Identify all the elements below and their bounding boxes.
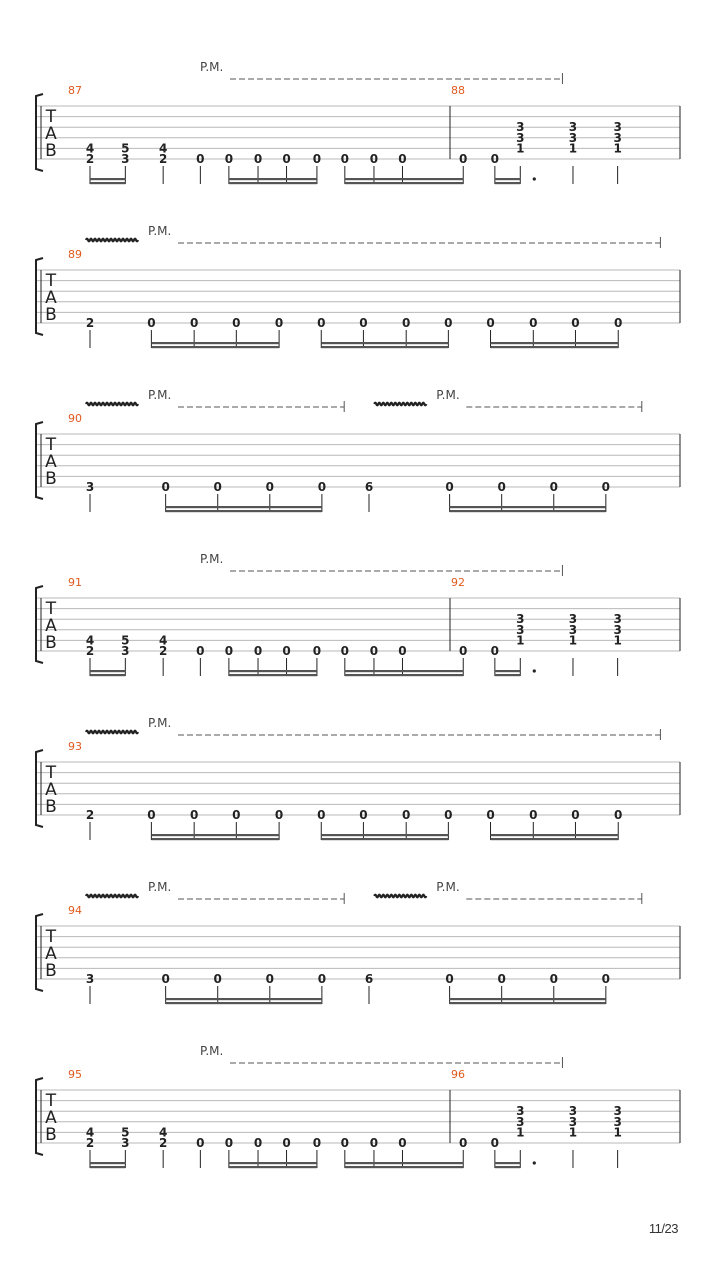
tab-system (36, 224, 680, 348)
palm-mute-label: P.M. (148, 716, 172, 730)
fret-number: 3 (85, 480, 95, 494)
beam (151, 342, 279, 344)
fret-number: 3 (613, 1104, 622, 1119)
fret-number: 2 (158, 644, 168, 658)
beam (495, 674, 520, 676)
beam (450, 998, 606, 1000)
fret-number: 0 (317, 480, 327, 494)
fret-number: 0 (529, 316, 538, 330)
fret-number: 0 (340, 1136, 349, 1150)
fret-number: 0 (253, 1136, 263, 1150)
beam (491, 834, 619, 836)
beam (495, 670, 520, 672)
beam (321, 346, 448, 348)
fret-number: 0 (490, 152, 500, 166)
beam (229, 1166, 317, 1168)
fret-number: 1 (568, 141, 578, 156)
fret-number: 3 (121, 644, 130, 658)
tab-clef-letter: T (45, 107, 57, 127)
dot (533, 669, 536, 672)
fret-number: 0 (529, 808, 538, 822)
tab-clef-letter: B (45, 797, 57, 817)
fret-number: 0 (312, 1136, 322, 1150)
tab-clef-letter: B (45, 305, 57, 325)
fret-number: 2 (158, 152, 168, 166)
fret-number: 3 (516, 622, 525, 637)
fret-number: 0 (459, 1136, 468, 1150)
fret-number: 3 (568, 622, 578, 637)
fret-number: 0 (196, 152, 205, 166)
fret-number: 0 (213, 972, 222, 986)
tab-system (36, 552, 680, 676)
fret-number: 0 (224, 644, 234, 658)
beam (345, 182, 463, 184)
fret-number: 6 (364, 972, 374, 986)
tab-clef-letter: B (45, 1125, 57, 1145)
fret-number: 0 (317, 316, 326, 330)
tab-clef-letter: T (45, 763, 57, 783)
beam (345, 1166, 463, 1168)
beam (229, 674, 317, 676)
fret-number: 0 (312, 644, 322, 658)
dot (533, 177, 536, 180)
fret-number: 0 (445, 972, 454, 986)
fret-number: 5 (121, 633, 130, 648)
palm-mute-label: P.M. (200, 60, 224, 74)
tab-system (36, 1044, 680, 1168)
fret-number: 0 (161, 480, 170, 494)
measure-number: 88 (451, 84, 465, 97)
fret-number: 0 (402, 808, 411, 822)
fret-number: 0 (232, 316, 241, 330)
beam (90, 178, 125, 180)
fret-number: 4 (158, 633, 168, 648)
fret-number: 0 (398, 644, 407, 658)
fret-number: 0 (274, 808, 284, 822)
fret-number: 0 (459, 152, 468, 166)
fret-number: 3 (568, 1104, 578, 1119)
fret-number: 0 (340, 644, 349, 658)
palm-mute-label: P.M. (148, 224, 172, 238)
tab-clef-letter: B (45, 961, 57, 981)
vibrato-mark (86, 895, 138, 898)
tab-system (36, 880, 680, 1004)
fret-number: 2 (85, 644, 95, 658)
fret-number: 0 (571, 316, 580, 330)
beam (495, 1166, 520, 1168)
fret-number: 4 (85, 1125, 95, 1140)
fret-number: 0 (340, 152, 349, 166)
tab-clef-letter: A (45, 780, 57, 800)
beam (90, 1166, 125, 1168)
tab-clef-letter: A (45, 616, 57, 636)
fret-number: 1 (613, 1125, 622, 1140)
beam (450, 1002, 606, 1004)
palm-mute-label: P.M. (200, 552, 224, 566)
fret-number: 1 (516, 141, 525, 156)
tab-clef-letter: A (45, 944, 57, 964)
beam (491, 346, 619, 348)
fret-number: 0 (445, 480, 454, 494)
fret-number: 0 (549, 972, 558, 986)
fret-number: 0 (369, 152, 379, 166)
fret-number: 1 (568, 1125, 578, 1140)
fret-number: 0 (282, 1136, 291, 1150)
tab-clef-letter: A (45, 124, 57, 144)
measure-number: 95 (68, 1068, 82, 1081)
fret-number: 2 (85, 1136, 95, 1150)
fret-number: 0 (196, 1136, 205, 1150)
fret-number: 2 (85, 152, 95, 166)
fret-number: 0 (490, 1136, 500, 1150)
fret-number: 1 (613, 141, 622, 156)
tab-clef-letter: B (45, 633, 57, 653)
tab-clef-letter: B (45, 141, 57, 161)
fret-number: 0 (232, 808, 241, 822)
beam (345, 674, 463, 676)
fret-number: 0 (486, 316, 495, 330)
tab-clef-letter: T (45, 271, 57, 291)
beam (491, 838, 619, 840)
beam (166, 1002, 322, 1004)
fret-number: 4 (158, 1125, 168, 1140)
dot (533, 1161, 536, 1164)
fret-number: 0 (459, 644, 468, 658)
fret-number: 4 (158, 141, 168, 156)
fret-number: 1 (613, 633, 622, 648)
fret-number: 0 (196, 644, 205, 658)
beam (495, 182, 520, 184)
fret-number: 6 (364, 480, 374, 494)
fret-number: 0 (274, 316, 284, 330)
fret-number: 0 (253, 152, 263, 166)
beam (90, 1162, 125, 1164)
fret-number: 0 (601, 972, 611, 986)
vibrato-mark (86, 731, 138, 734)
fret-number: 1 (516, 633, 525, 648)
fret-number: 0 (497, 972, 506, 986)
fret-number: 0 (369, 644, 379, 658)
fret-number: 3 (613, 130, 622, 145)
vibrato-mark (86, 239, 138, 242)
fret-number: 0 (224, 152, 234, 166)
tab-system (36, 716, 680, 840)
fret-number: 3 (568, 120, 578, 135)
measure-number: 91 (68, 576, 82, 589)
beam (491, 342, 619, 344)
fret-number: 0 (265, 972, 274, 986)
beam (166, 998, 322, 1000)
palm-mute-label: P.M. (148, 388, 172, 402)
fret-number: 0 (486, 808, 495, 822)
beam (90, 674, 125, 676)
fret-number: 0 (147, 316, 156, 330)
tab-clef-letter: B (45, 469, 57, 489)
measure-number: 94 (68, 904, 82, 917)
tab-clef-letter: T (45, 435, 57, 455)
fret-number: 3 (613, 1114, 622, 1129)
fret-number: 0 (253, 644, 263, 658)
tab-clef-letter: T (45, 599, 57, 619)
fret-number: 3 (516, 612, 525, 627)
beam (151, 838, 279, 840)
fret-number: 0 (312, 152, 322, 166)
beam (166, 510, 322, 512)
fret-number: 0 (402, 316, 411, 330)
beam (321, 838, 448, 840)
beam (229, 178, 317, 180)
fret-number: 3 (613, 622, 622, 637)
fret-number: 3 (85, 972, 95, 986)
measure-number: 90 (68, 412, 82, 425)
fret-number: 4 (85, 141, 95, 156)
fret-number: 0 (189, 808, 199, 822)
beam (321, 834, 448, 836)
beam (450, 510, 606, 512)
beam (90, 182, 125, 184)
fret-number: 0 (359, 808, 368, 822)
beam (166, 506, 322, 508)
beam (345, 178, 463, 180)
fret-number: 2 (85, 316, 95, 330)
page-number: 11/23 (648, 1221, 678, 1236)
fret-number: 3 (121, 1136, 130, 1150)
fret-number: 3 (516, 1114, 525, 1129)
fret-number: 0 (282, 152, 291, 166)
fret-number: 2 (158, 1136, 168, 1150)
measure-number: 89 (68, 248, 82, 261)
fret-number: 5 (121, 1125, 130, 1140)
fret-number: 0 (224, 1136, 234, 1150)
fret-number: 3 (568, 612, 578, 627)
fret-number: 0 (265, 480, 274, 494)
fret-number: 0 (359, 316, 368, 330)
beam (229, 182, 317, 184)
fret-number: 0 (398, 1136, 407, 1150)
fret-number: 0 (317, 808, 326, 822)
palm-mute-label: P.M. (436, 880, 460, 894)
fret-number: 3 (121, 152, 130, 166)
fret-number: 0 (213, 480, 222, 494)
fret-number: 2 (85, 808, 95, 822)
tab-system (36, 60, 680, 184)
beam (495, 178, 520, 180)
fret-number: 1 (568, 633, 578, 648)
beam (345, 1162, 463, 1164)
beam (229, 1162, 317, 1164)
fret-number: 4 (85, 633, 95, 648)
vibrato-mark (374, 403, 426, 406)
fret-number: 0 (369, 1136, 379, 1150)
tab-clef-letter: T (45, 927, 57, 947)
tab-clef-letter: A (45, 288, 57, 308)
fret-number: 0 (601, 480, 611, 494)
palm-mute-label: P.M. (436, 388, 460, 402)
tab-clef-letter: A (45, 452, 57, 472)
beam (450, 506, 606, 508)
tab-system (36, 388, 680, 512)
fret-number: 0 (497, 480, 506, 494)
palm-mute-label: P.M. (148, 880, 172, 894)
beam (151, 346, 279, 348)
fret-number: 3 (516, 130, 525, 145)
fret-number: 3 (516, 1104, 525, 1119)
measure-number: 93 (68, 740, 82, 753)
fret-number: 0 (147, 808, 156, 822)
fret-number: 0 (614, 808, 623, 822)
fret-number: 0 (444, 808, 453, 822)
vibrato-mark (374, 895, 426, 898)
fret-number: 0 (161, 972, 170, 986)
measure-number: 87 (68, 84, 82, 97)
fret-number: 3 (568, 1114, 578, 1129)
beam (321, 342, 448, 344)
fret-number: 0 (189, 316, 199, 330)
fret-number: 0 (282, 644, 291, 658)
fret-number: 0 (571, 808, 580, 822)
fret-number: 0 (490, 644, 500, 658)
fret-number: 0 (398, 152, 407, 166)
beam (495, 1162, 520, 1164)
fret-number: 1 (516, 1125, 525, 1140)
fret-number: 0 (549, 480, 558, 494)
fret-number: 3 (516, 120, 525, 135)
beam (90, 670, 125, 672)
palm-mute-label: P.M. (200, 1044, 224, 1058)
beam (345, 670, 463, 672)
fret-number: 3 (568, 130, 578, 145)
tab-clef-letter: A (45, 1108, 57, 1128)
beam (229, 670, 317, 672)
fret-number: 0 (317, 972, 327, 986)
fret-number: 0 (614, 316, 623, 330)
vibrato-mark (86, 403, 138, 406)
measure-number: 96 (451, 1068, 465, 1081)
fret-number: 3 (613, 120, 622, 135)
fret-number: 5 (121, 141, 130, 156)
fret-number: 0 (444, 316, 453, 330)
tab-clef-letter: T (45, 1091, 57, 1111)
beam (151, 834, 279, 836)
fret-number: 3 (613, 612, 622, 627)
measure-number: 92 (451, 576, 465, 589)
